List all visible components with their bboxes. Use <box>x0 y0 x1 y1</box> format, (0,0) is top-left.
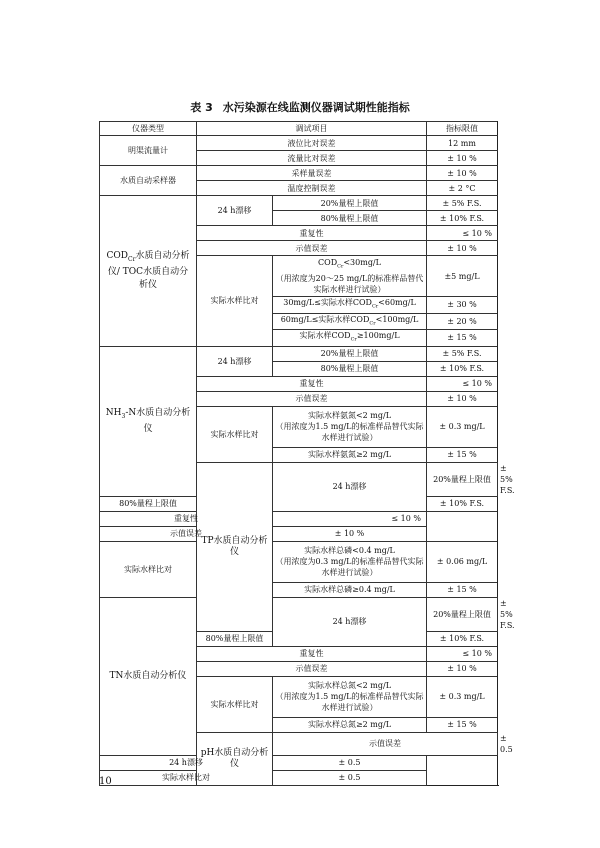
instrument-type-cell: 水质自动采样器 <box>100 166 197 196</box>
item-cell: 重复性 <box>197 646 427 661</box>
performance-table <box>99 121 515 786</box>
instrument-type-cell: $NH_3-N$水质自动分析仪 <box>100 346 197 496</box>
item-cell: 80%量程上限值 <box>100 496 197 511</box>
drift-cell: 24 h漂移 <box>273 462 427 511</box>
limit-cell: ± 10 % <box>427 241 498 256</box>
limit-cell: ± 0.5 <box>273 755 427 770</box>
limit-cell: ± 0.3 mg/L <box>427 406 498 447</box>
limit-cell: ± 15 % <box>427 447 498 462</box>
comparison-cell: 实际水样比对 <box>197 406 273 462</box>
instrument-type-cell: TN水质自动分析仪 <box>100 597 197 755</box>
item-cell: 实际水样氨氮<2 mg/L （用浓度为1.5 mg/L的标准样品替代实际 水样进行试验） <box>273 406 427 447</box>
limit-cell: ± 10 % <box>427 166 498 181</box>
limit-cell: ± 10 % <box>427 661 498 676</box>
limit-cell: ± 2 °C <box>427 181 498 196</box>
table-row: pH水质自动分析仪 示值误差 ± 0.5 <box>100 732 498 755</box>
limit-cell: ± 10% F.S. <box>427 631 498 646</box>
item-cell: 示值误差 <box>197 391 427 406</box>
table-row <box>100 526 498 541</box>
limit-cell: ± 20 % <box>427 313 498 330</box>
item-cell: 20%量程上限值 <box>427 597 498 631</box>
item-cell: 实际水样氨氮≥2 mg/L <box>273 447 427 462</box>
limit-cell: ≤ 10 % <box>427 646 498 661</box>
instrument-type-cell: pH水质自动分析仪 <box>197 732 273 785</box>
item-cell: 60mg/L≤实际水样$COD_{Cr}<100mg/L$ <box>273 313 427 330</box>
table-row: TP水质自动分析仪 24 h漂移 20%量程上限值 ± 5% F.S. <box>100 462 498 496</box>
limit-cell: ± 10% F.S. <box>427 211 498 226</box>
header-instrument-type: 仪器类型 <box>100 122 197 136</box>
item-cell: 温度控制误差 <box>197 181 427 196</box>
item-cell: $COD_{Cr}<30mg/L$ （用浓度为20～25 mg/L的标准样品替代 实际水样进行试验） <box>273 256 427 297</box>
instrument-type-cell: 明渠流量计 <box>100 136 197 166</box>
table-row <box>100 346 498 361</box>
drift-cell: 24 h漂移 <box>273 597 427 646</box>
limit-cell: ± 5% F.S. <box>427 346 498 361</box>
item-cell: 20%量程上限值 <box>273 196 427 211</box>
limit-cell: ± 10 % <box>427 391 498 406</box>
table-header-row <box>100 122 498 136</box>
item-cell: 示值误差 <box>273 732 498 755</box>
table-row <box>100 770 498 785</box>
limit-cell: ± 10% F.S. <box>427 496 498 511</box>
table-title: 水污染源在线监测仪器调试期性能指标 <box>222 101 410 114</box>
item-cell: 重复性 <box>100 511 273 526</box>
item-cell: 80%量程上限值 <box>197 631 273 646</box>
limit-cell: ± 15 % <box>427 717 498 732</box>
item-cell: 实际水样总磷≥0.4 mg/L <box>273 582 427 597</box>
item-cell: 20%量程上限值 <box>427 462 498 496</box>
comparison-cell: 实际水样比对 <box>197 256 273 347</box>
drift-cell: 24 h漂移 <box>197 196 273 226</box>
limit-cell: ≤ 10 % <box>273 511 427 526</box>
item-cell: 液位比对误差 <box>197 136 427 151</box>
limit-cell: ≤ 10 % <box>427 376 498 391</box>
item-cell: 80%量程上限值 <box>273 211 427 226</box>
limit-cell: ± 10% F.S. <box>427 361 498 376</box>
item-cell: 24 h漂移 <box>100 755 273 770</box>
instrument-type-cell: $COD_{Cr}$水质自动分析仪/ TOC水质自动分析仪 <box>100 196 197 347</box>
item-cell: 实际水样比对 <box>100 770 273 785</box>
table-row <box>100 136 498 151</box>
item-cell: 实际水样总磷<0.4 mg/L （用浓度为0.3 mg/L的标准样品替代实际 水样进行试验） <box>273 541 427 582</box>
item-cell: 流量比对误差 <box>197 151 427 166</box>
item-cell: 80%量程上限值 <box>273 361 427 376</box>
limit-cell: ± 0.3 mg/L <box>427 676 498 717</box>
header-test-item: 调试项目 <box>197 122 427 136</box>
item-cell: 重复性 <box>197 376 427 391</box>
limit-cell: ± 10 % <box>273 526 427 541</box>
page-number: 10 <box>99 776 112 787</box>
item-cell: 30mg/L≤实际水样$COD_{Cr}<60mg/L$ <box>273 297 427 314</box>
limit-cell: ± 15 % <box>427 330 498 347</box>
limit-cell: ± 5% F.S. <box>427 196 498 211</box>
table-row <box>100 166 498 181</box>
limit-cell: ≤ 10 % <box>427 226 498 241</box>
item-cell: 实际水样$COD_{Cr}\ge 100mg/L$ <box>273 330 427 347</box>
item-cell: 示值误差 <box>197 661 427 676</box>
table-row <box>100 511 498 526</box>
item-cell: 实际水样总氮≥2 mg/L <box>273 717 427 732</box>
instrument-type-cell: TP水质自动分析仪 <box>197 462 273 631</box>
limit-cell: ± 10 % <box>427 151 498 166</box>
limit-cell: 12 mm <box>427 136 498 151</box>
item-cell: 实际水样总氮<2 mg/L （用浓度为1.5 mg/L的标准样品替代实际 水样进行试验） <box>273 676 427 717</box>
item-cell: 示值误差 <box>197 241 427 256</box>
item-cell: 采样量误差 <box>197 166 427 181</box>
header-limit: 指标限值 <box>427 122 498 136</box>
item-cell: 20%量程上限值 <box>273 346 427 361</box>
table-row: TN水质自动分析仪 24 h漂移 20%量程上限值 ± 5% F.S. <box>100 597 498 631</box>
limit-cell: ±5 mg/L <box>427 256 498 297</box>
comparison-cell: 实际水样比对 <box>100 541 197 597</box>
item-cell: 重复性 <box>197 226 427 241</box>
limit-cell: ± 0.5 <box>273 770 427 785</box>
limit-cell: ± 15 % <box>427 582 498 597</box>
item-cell: 示值误差 <box>100 526 273 541</box>
limit-cell: ± 0.06 mg/L <box>427 541 498 582</box>
comparison-cell: 实际水样比对 <box>197 676 273 732</box>
table-row <box>100 541 498 582</box>
table-row <box>100 755 498 770</box>
table-number: 表 3 <box>190 101 213 114</box>
drift-cell: 24 h漂移 <box>197 346 273 376</box>
limit-cell: ± 30 % <box>427 297 498 314</box>
table-caption <box>0 99 600 115</box>
table-row <box>100 196 498 211</box>
